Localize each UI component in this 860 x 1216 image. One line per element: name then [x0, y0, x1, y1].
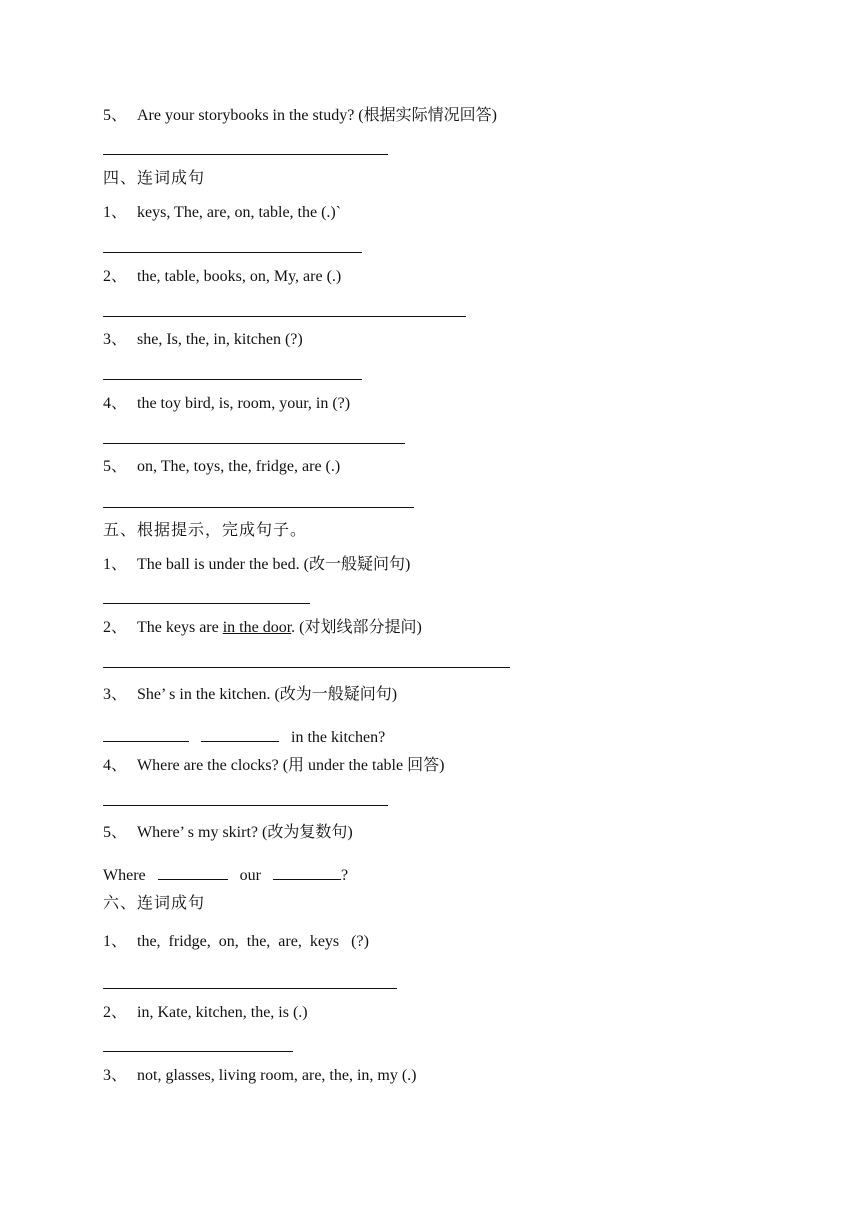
question-number: 4、	[103, 757, 128, 774]
question-text: Where’ s my skirt? (改为复数句)	[137, 824, 353, 841]
question-number: 1、	[103, 204, 128, 221]
answer-line[interactable]	[103, 443, 405, 444]
question-number: 3、	[103, 686, 128, 703]
question-number: 3、	[103, 331, 128, 348]
answer-row-5-3	[103, 725, 385, 748]
question-number: 5、	[103, 107, 128, 124]
answer-line[interactable]	[103, 603, 310, 604]
question-number: 4、	[103, 395, 128, 412]
question-text: She’ s in the kitchen. (改为一般疑问句)	[137, 686, 398, 703]
answer-word-our: our	[239, 867, 261, 884]
answer-line[interactable]	[103, 252, 362, 253]
question-text: The ball is under the bed. (改一般疑问句)	[137, 556, 411, 573]
answer-line[interactable]	[103, 154, 388, 155]
answer-line[interactable]	[103, 507, 414, 508]
question-4-5	[103, 457, 340, 477]
question-5-4	[103, 756, 444, 776]
question-text: Are your storybooks in the study? (根据实际情况回答)	[137, 107, 497, 124]
answer-blank[interactable]	[103, 725, 189, 742]
question-5-3	[103, 685, 397, 705]
section-heading-5: 五、根据提示，完成句子。	[103, 522, 308, 539]
question-4-2	[103, 267, 341, 287]
question-6-1	[103, 932, 369, 952]
question-6-2	[103, 1003, 308, 1023]
answer-tail-text: in the kitchen?	[291, 729, 386, 746]
question-4-4	[103, 394, 350, 414]
section-heading-6: 六、连词成句	[103, 895, 206, 912]
answer-line[interactable]	[103, 988, 397, 989]
question-6-3	[103, 1066, 417, 1086]
question-number: 3、	[103, 1067, 128, 1084]
section-heading-4: 四、连词成句	[103, 170, 206, 187]
question-text: the toy bird, is, room, your, in (?)	[137, 395, 351, 412]
question-number: 2、	[103, 268, 128, 285]
question-4-3	[103, 330, 303, 350]
question-text: the, fridge, on, the, are, keys (?)	[137, 933, 369, 950]
question-text: in, Kate, kitchen, the, is (.)	[137, 1004, 308, 1021]
question-text: keys, The, are, on, table, the (.)`	[137, 204, 342, 221]
answer-blank[interactable]	[273, 863, 341, 880]
question-3-5	[103, 106, 497, 126]
question-text-pre: The keys are	[137, 619, 223, 636]
answer-line[interactable]	[103, 805, 388, 806]
answer-blank[interactable]	[201, 725, 279, 742]
answer-blank[interactable]	[158, 863, 228, 880]
answer-row-5-5	[103, 863, 348, 886]
question-5-5	[103, 823, 353, 843]
answer-line[interactable]	[103, 379, 362, 380]
question-number: 1、	[103, 933, 128, 950]
question-5-2	[103, 618, 422, 638]
question-text: Where are the clocks? (用 under the table 回答)	[137, 757, 445, 774]
answer-line[interactable]	[103, 1051, 293, 1052]
answer-line[interactable]	[103, 667, 510, 668]
answer-word-where: Where	[103, 867, 146, 884]
question-number: 2、	[103, 619, 128, 636]
answer-question-mark: ?	[340, 867, 349, 884]
question-number: 2、	[103, 1004, 128, 1021]
underlined-phrase: in the door	[222, 619, 292, 636]
question-text-post: . (对划线部分提问)	[291, 619, 422, 636]
question-4-1	[103, 203, 341, 223]
question-number: 1、	[103, 556, 128, 573]
answer-line[interactable]	[103, 316, 466, 317]
question-text: on, The, toys, the, fridge, are (.)	[137, 458, 341, 475]
question-5-1	[103, 555, 410, 575]
question-text: the, table, books, on, My, are (.)	[137, 268, 342, 285]
question-number: 5、	[103, 458, 128, 475]
question-text: not, glasses, living room, are, the, in, my (.)	[137, 1067, 417, 1084]
question-number: 5、	[103, 824, 128, 841]
question-text: she, Is, the, in, kitchen (?)	[137, 331, 303, 348]
